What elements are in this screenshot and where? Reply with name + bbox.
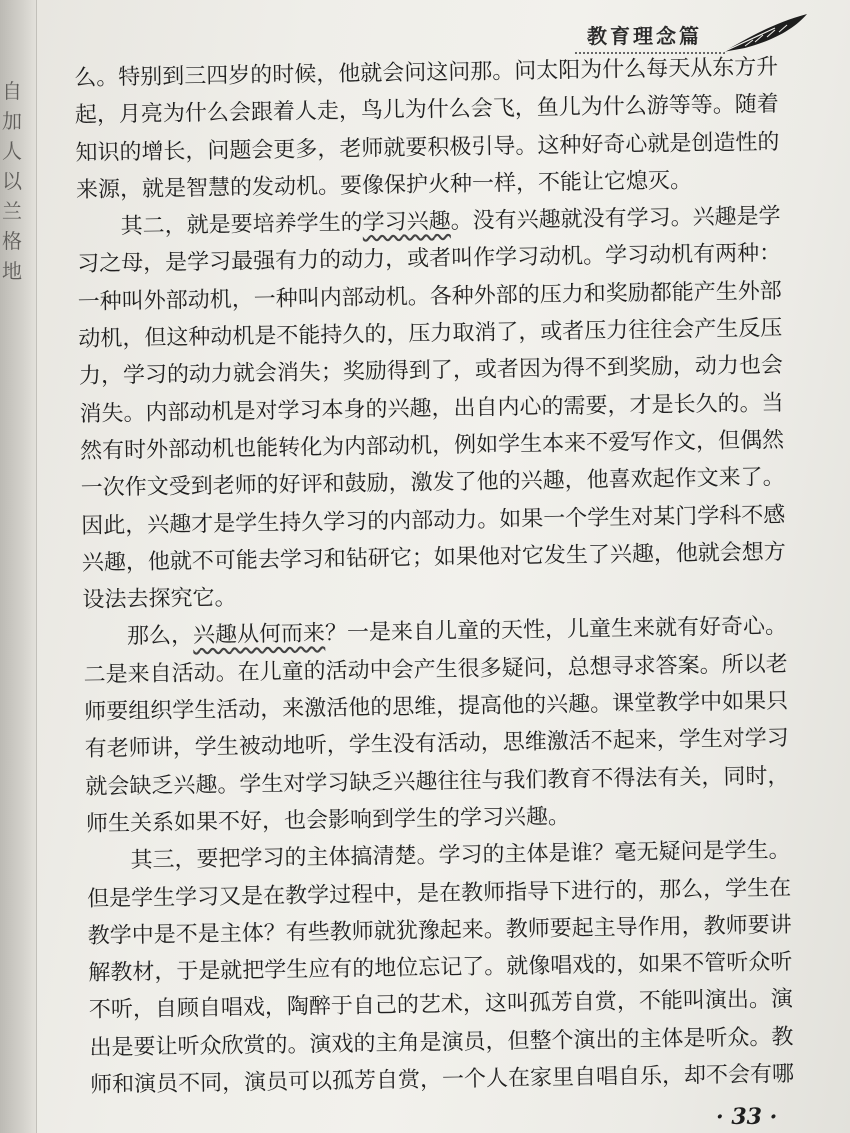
fragment-line: 兰格 [2,199,22,253]
text-line: 二是来自活动。在儿童的活动中会产生很多疑问，总想寻求答案。所以老 [83,651,788,688]
text-line: 师要组织学生活动，来激活他的思维，提高他的兴趣。课堂教学中如果只 [84,688,789,725]
text-line: 教学中是不是主体？有些教师就犹豫起来。教师要起主导作用，教师要讲 [87,912,792,949]
previous-page-fragment [2,76,24,286]
text-span: 那么， [126,623,194,650]
body-text [74,49,810,1104]
text-line: 力，学习的动力就会消失；奖励得到了，或者因为得不到奖励，动力也会 [78,353,784,390]
text-span: 其二，就是要培养学生的 [120,210,363,240]
text-line: 然有时外部动机也能转化为内部动机，例如学生本来不爱写作文，但偶然 [79,427,785,464]
section-title: 教育理念篇 [587,24,702,48]
text-line: 一种叫外部动机，一种叫内部动机。各种外部的压力和奖励都能产生外部 [77,278,782,315]
emphasized-term: 学习兴趣 [362,209,451,236]
text-line: 就会缺乏兴趣。学生对学习缺乏兴趣往往与我们教育不得法有关，同时， [85,763,790,800]
text-line: 但是学生学习又是在教学过程中，是在教师指导下进行的，那么，学生在 [86,875,792,912]
text-span: ？一是来自儿童的天性，儿童生来就有好奇心。 [324,614,788,647]
text-line: 一次作文受到老师的好评和鼓励，激发了他的兴趣，他喜欢起作文来了。 [80,465,785,502]
text-span: 。没有兴趣就没有学习。兴趣是学 [450,204,781,235]
text-line: 起，月亮为什么会跟着人走，鸟儿为什么会飞，鱼儿为什么游等等。随着 [74,92,780,129]
text-line: 有老师讲，学生被动地听，学生没有活动，思维激活不起来，学生对学习 [84,726,789,763]
text-line: 知识的增长，问题会更多，老师就要积极引导。这种好奇心就是创造性的 [75,129,780,166]
text-line: 师生关系如果不好，也会影响到学生的学习兴趣。 [85,804,571,837]
text-line: 设法去探究它。 [82,585,237,614]
paragraph-first-line: 其三，要把学习的主体搞清楚。学习的主体是谁？毫无疑问是学生。 [130,838,791,874]
text-line: 不听，自顾自唱戏，陶醉于自己的艺术，这叫孤芳自赏，不能叫演出。演 [88,987,794,1024]
page-number: · 33 · [716,1104,778,1130]
fragment-line: 地 [2,259,22,283]
text-line: 解教材，于是就把学生应有的地位忘记了。就像唱戏的，如果不管听众听 [88,949,793,987]
text-line: 动机，但这种动机是不能持久的，压力取消了，或者压力往往会产生反压 [78,315,783,353]
text-line: 来源，就是智慧的发动机。要像保护火种一样，不能让它熄灭。 [75,168,693,203]
text-line: 出是要让听众欣赏的。演戏的主角是演员，但整个演出的主体是听众。教 [89,1024,794,1061]
text-line: 习之母，是学习最强有力的动力，或者叫作学习动机。学习动机有两种： [77,241,782,278]
text-line: 兴趣，他就不可能去学习和钻研它；如果他对它发生了兴趣，他就会想方 [81,539,787,576]
text-line: 因此，兴趣才是学生持久学习的内部动力。如果一个学生对某门学科不感 [81,502,786,539]
text-line: 师和演员不同，演员可以孤芳自赏，一个人在家里自唱自乐，却不会有哪 [89,1061,795,1098]
fragment-line: 自加 [2,79,22,133]
text-line: 么。特别到三四岁的时候，他就会问这问那。问太阳为什么每天从东方升 [74,54,779,91]
fragment-line: 人以 [2,139,22,193]
text-line: 消失。内部动机是对学习本身的兴趣，出自内心的需要，才是长久的。当 [79,390,784,427]
emphasized-term: 兴趣从何而来 [192,621,326,649]
book-spine [0,0,37,1133]
